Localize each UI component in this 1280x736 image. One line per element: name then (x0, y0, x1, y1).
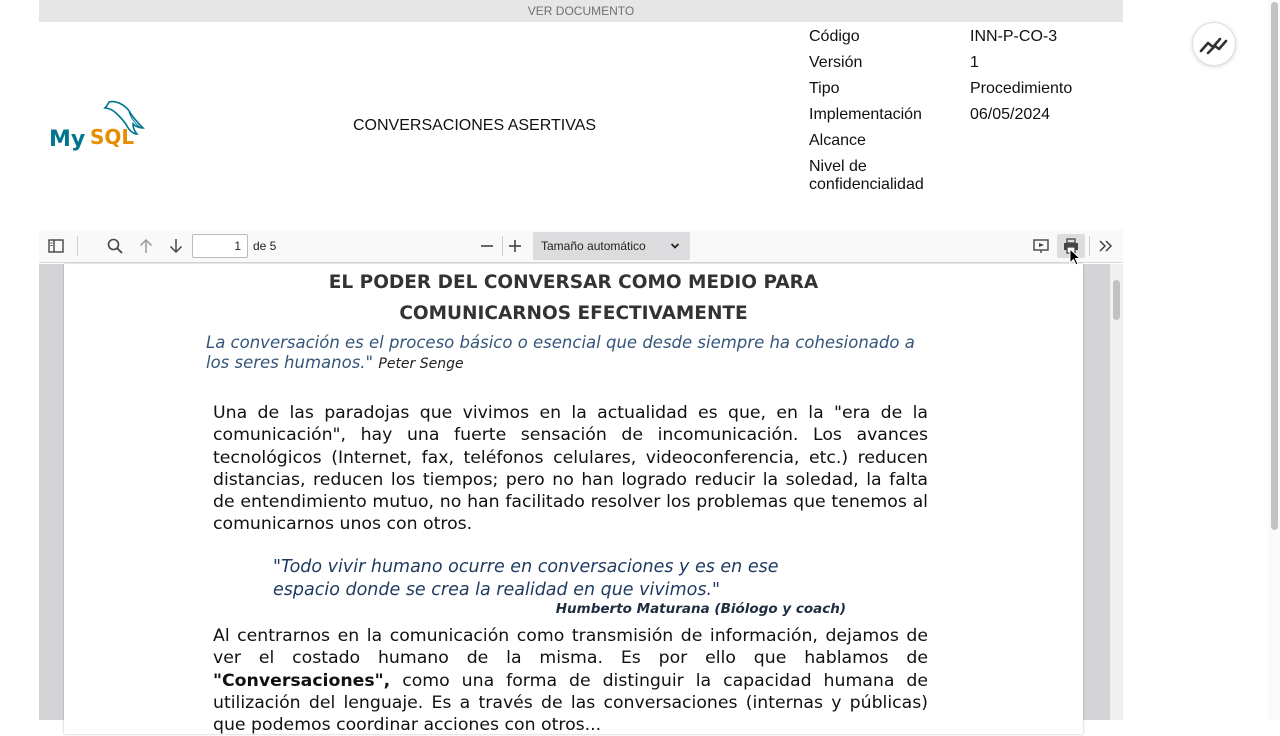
meta-row-alcance (809, 132, 1120, 150)
zoom-out-button[interactable] (474, 234, 500, 258)
presentation-mode-button[interactable] (1028, 234, 1054, 258)
presentation-icon (1033, 238, 1049, 254)
pdf-viewer[interactable] (39, 264, 1123, 736)
meta-row-confidencialidad (809, 158, 1120, 194)
quote-author: Humberto Maturana (Biólogo y coach) (555, 601, 846, 617)
document-header (39, 22, 1123, 230)
pdf-page (64, 264, 1083, 734)
svg-text:My: My (49, 127, 86, 152)
viewer-scrollbar-thumb[interactable] (1113, 280, 1120, 320)
paragraph-2-bold: "Conversaciones", (213, 670, 391, 691)
next-page-button[interactable] (163, 234, 189, 258)
paragraph-2-pre: Al centrarnos en la comunicación como transmisión de información, dejamos de ver el costado humano de la misma. Es por ello que hablamos de (213, 626, 928, 669)
document-heading-line2: COMUNICARNOS EFECTIVAMENTE (399, 303, 748, 324)
sidebar-toggle-icon (48, 239, 64, 253)
zoom-select-value: Tamaño automático (541, 239, 646, 253)
meta-row-implementacion (809, 106, 1120, 124)
toolbar-separator (1089, 236, 1090, 256)
meta-label: Código (809, 28, 860, 45)
document-metadata (809, 28, 1120, 202)
meta-row-version (809, 54, 1120, 72)
quote-line1: "Todo vivir humano ocurre en conversaciones y es en ese (273, 557, 779, 577)
sidebar-toggle-button[interactable] (43, 234, 69, 258)
zoom-in-button[interactable] (502, 234, 528, 258)
search-icon (107, 238, 123, 254)
meta-value: INN-P-CO-3 (970, 28, 1058, 45)
previous-page-button[interactable] (133, 234, 159, 258)
meta-row-tipo (809, 80, 1120, 98)
meta-row-codigo (809, 28, 1120, 46)
analytics-widget-button[interactable] (1192, 22, 1236, 66)
paragraph-2 (213, 625, 928, 736)
mysql-logo (47, 98, 147, 154)
meta-label: Tipo (809, 80, 840, 97)
plus-icon (508, 239, 522, 253)
paragraph-2-post: como una forma de distinguir la capacidad humana de utilización del lenguaje. Es a través de las conversaciones (internas y públicas) que podemos coordinar acciones con otros... (213, 670, 928, 736)
double-chevron-right-icon (1098, 239, 1114, 253)
window-scrollbar-thumb[interactable] (1271, 2, 1278, 530)
toolbar-separator (77, 236, 78, 256)
paragraph-1: Una de las paradojas que vivimos en la actualidad es que, en la "era de la comunicación", hay una fuerte sensación de incomunicación. Los avances tecnológicos (Internet, fax, teléfonos celulares, videoconferencia, etc.) reducen distancias, reducen los tiempos; pero no han logrado reducir la soledad, la falta de entendimiento mutuo, no han facilitado resolver los problemas que tenemos al comunicarnos unos con otros. (213, 403, 928, 535)
trend-chart-icon (1199, 33, 1229, 55)
document-title: CONVERSACIONES ASERTIVAS (353, 117, 597, 134)
meta-value: 06/05/2024 (970, 106, 1051, 123)
window-scrollbar[interactable] (1268, 0, 1280, 720)
epigraph (206, 333, 936, 374)
meta-value: Procedimiento (970, 80, 1073, 97)
svg-text:SQL: SQL (90, 125, 135, 149)
epigraph-text: La conversación es el proceso básico o esencial que desde siempre ha cohesionado a los seres humanos." (206, 333, 915, 372)
meta-value: 1 (970, 54, 979, 71)
meta-label: Versión (809, 54, 863, 71)
quote-line2: espacio donde se crea la realidad en que vivimos." (273, 580, 721, 600)
quote (273, 556, 873, 602)
tools-menu-button[interactable] (1093, 234, 1119, 258)
document-heading-line1: EL PODER DEL CONVERSAR COMO MEDIO PARA (328, 272, 819, 293)
find-button[interactable] (102, 234, 128, 258)
view-document-bar (39, 0, 1123, 22)
viewer-scrollbar[interactable] (1110, 264, 1123, 720)
meta-label: Alcance (809, 132, 866, 149)
epigraph-author: Peter Senge (378, 356, 464, 372)
view-document-label: VER DOCUMENTO (527, 4, 635, 18)
page-number-input[interactable] (192, 234, 248, 258)
arrow-down-icon (169, 238, 183, 254)
zoom-select[interactable] (533, 232, 690, 260)
meta-value (939, 158, 1089, 194)
meta-label: Implementación (809, 106, 922, 123)
arrow-up-icon (139, 238, 153, 254)
minus-icon (480, 239, 494, 253)
meta-label: Nivel de confidencialidad (809, 158, 924, 193)
meta-value (970, 132, 1120, 150)
page-total-label: de 5 (253, 239, 277, 253)
mouse-cursor-icon (1069, 248, 1081, 271)
pdf-toolbar (39, 230, 1123, 263)
